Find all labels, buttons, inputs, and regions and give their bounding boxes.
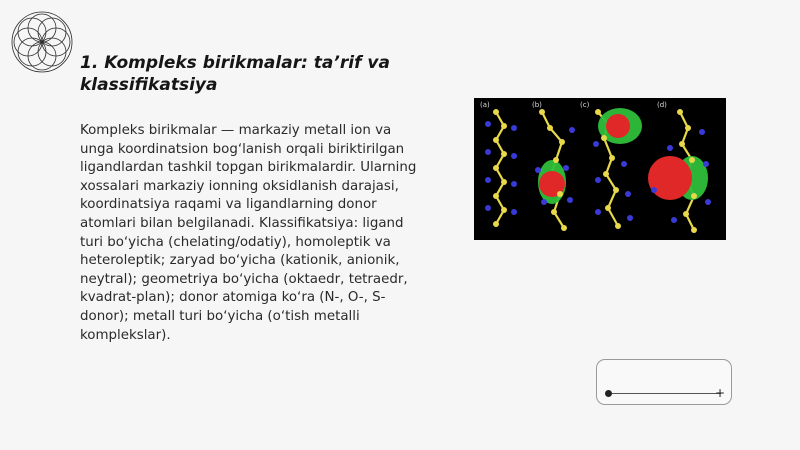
molecular-orbital-image — [474, 98, 726, 240]
slide-title: 1. Kompleks birikmalar: ta’rif va klassifikatsiya — [80, 53, 390, 95]
panel-label-c: (c) — [580, 101, 590, 109]
progress-track[interactable] — [609, 393, 721, 394]
orbital-c-red — [606, 114, 630, 138]
panel-label-b: (b) — [532, 101, 542, 109]
rosette-logo-icon — [6, 6, 78, 78]
end-marker-icon: + — [715, 386, 726, 400]
slide-body-text: Kompleks birikmalar — markaziy metall ion va unga koordinatsion bogʻlanish orqali biriktirilgan ligandlardan tashkil topgan birikmalardir. Ularning xossalari markaziy ionning oksidlanish darajasi, koordinatsiya raqami va ligandlarning donor atomlari bilan belgilanadi. Klassifikatsiya: ligand turi boʻyicha (chelating/odatiy), homoleptik va heteroleptik; zaryad boʻyicha (kationik, anionik, neytral); geometriya boʻyicha (oktaedr, tetraedr, kvadrat-plan); donor atomiga koʻra (N-, O-, S-donor); metall turi boʻyicha (oʻtish metalli komplekslar). — [80, 123, 417, 343]
orbital-d-red — [648, 156, 692, 200]
playhead-icon[interactable] — [605, 390, 612, 397]
panel-label-a: (a) — [480, 101, 490, 109]
molecular-figure — [474, 98, 726, 240]
panel-label-d: (d) — [657, 101, 667, 109]
media-player-control[interactable] — [596, 359, 732, 405]
